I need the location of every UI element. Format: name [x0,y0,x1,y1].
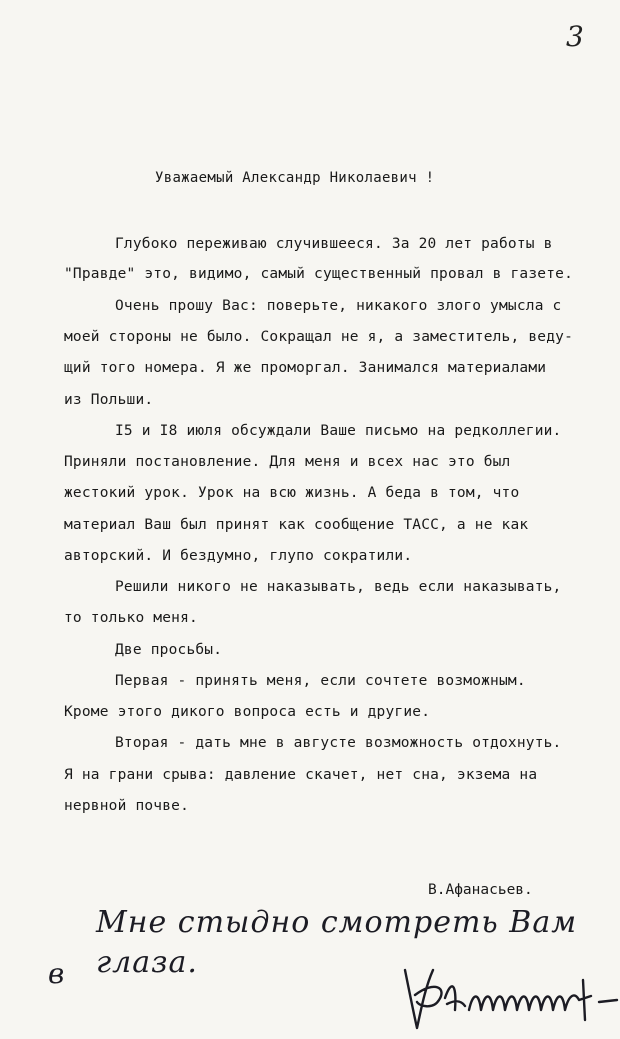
letter-line: материал Ваш был принят как сообщение ТАСС, а не как [64,517,529,533]
handwritten-note-line1: Мне стыдно смотреть Вам [96,905,578,940]
greeting: Уважаемый Александр Николаевич ! [155,170,435,186]
letter-line: Я на грани срыва: давление скачет, нет сна, экзема на [64,767,538,783]
handwritten-note-line2: глаза. [96,945,198,980]
letter-line: из Польши. [64,392,154,408]
letter-line: Кроме этого дикого вопроса есть и другие. [64,704,431,720]
letter-line: авторский. И бездумно, глупо сократили. [64,548,413,564]
letter-line: Две просьбы. [115,642,223,658]
letter-line: нервной почве. [64,798,190,814]
letter-line: "Правде" это, видимо, самый существенный провал в газете. [64,266,573,282]
letter-line: Первая - принять меня, если сочтете возможным. [115,673,526,689]
letter-line: моей стороны не было. Сокращал не я, а заместитель, веду- [64,329,573,345]
page-number: 3 [566,20,584,53]
letter-line: Глубоко переживаю случившееся. За 20 лет работы в [115,236,553,252]
signature-name: В.Афанасьев. [428,882,533,898]
letter-line: Вторая - дать мне в августе возможность отдохнуть. [115,735,562,751]
letter-line: то только меня. [64,610,198,626]
letter-line: Решили никого не наказывать, ведь если наказывать, [115,579,562,595]
handwritten-note-prefix: в [48,957,65,990]
letter-line: щий того номера. Я же проморгал. Занимался материалами [64,360,547,376]
letter-line: Очень прошу Вас: поверьте, никакого злого умысла с [115,298,562,314]
handwritten-signature [395,940,620,1035]
letter-line: жестокий урок. Урок на всю жизнь. А беда в том, что [64,485,520,501]
letter-line: I5 и I8 июля обсуждали Ваше письмо на редколлегии. [115,423,562,439]
letter-line: Приняли постановление. Для меня и всех нас это был [64,454,511,470]
